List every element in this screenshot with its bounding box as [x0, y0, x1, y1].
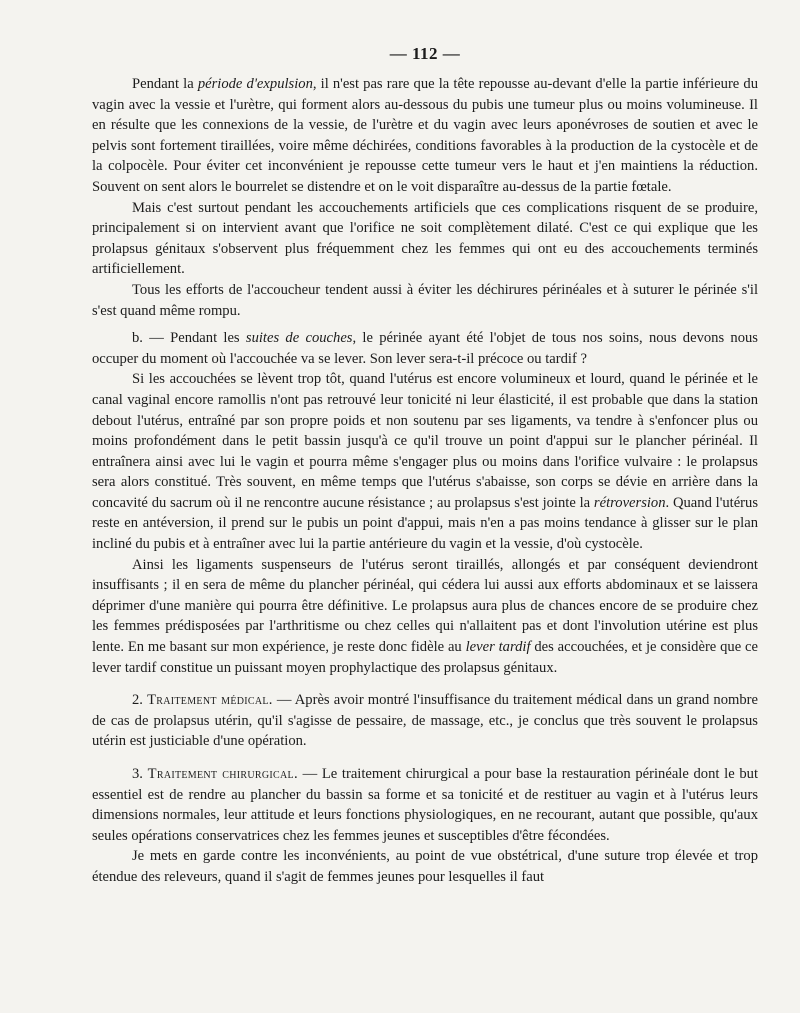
section-number: 2. — [132, 692, 148, 709]
text-run: Si les accouchées se lèvent trop tôt, quand l'utérus est encore volumineux et lourd, quand le périnée et le canal vaginal encore ramollis n'ont pas retrouvé leur tonicité ni leur élasticité, il est probable que dans la station debout l'utérus, entraîné par son propre poids et non soutenu par ses ligaments, va tendre à s'enfoncer plus ou moins profondément dans le petit bassin jusqu'à ce qu'il trouve un point d'appui sur le plancher périnéal. Il entraînera ainsi avec lui le vagin et pourra même s'engager plus ou moins dans l'orifice vulvaire : le prolapsus sera alors constitué. Très souvent, en même temps que l'utérus s'abaisse, son corps se dévie en arrière dans la concavité du sacrum où il ne rencontre aucune résistance ; au prolapsus s'est jointe la — [92, 371, 758, 511]
section-heading: Traitement chirurgical. — [147, 766, 298, 782]
paragraph-suture-warning: Je mets en garde contre les inconvénients, au point de vue obstétrical, d'une suture trop élevée et trop étendue des releveurs, quand il s'agit de femmes jeunes pour lesquelles il faut — [92, 848, 758, 885]
text-run: Ainsi les ligaments suspenseurs de l'utérus seront tiraillés, allongés et par conséquent deviendront insuffisants ; il en sera de même du plancher périnéal, qui cédera lui aussi aux efforts abdominaux et se laissera déprimer d'une manière qui pourra être définitive. Le prolapsus aura plus de chances encore de se produire chez les femmes prédisposées par l'arthritisme ou chez celles qui n'allaitent pas et dont l'involution utérine est plus lente. En me basant sur mon expérience, je reste donc fidèle au — [92, 556, 758, 656]
page-number: — 112 — — [389, 44, 461, 63]
italic-term: lever tardif — [465, 639, 531, 656]
text-run: , le périnée ayant été l'objet de tous nos soins, nous devons nous occuper du moment où l'accouchée va se lever. Son lever sera-t-il précoce ou tardif ? — [92, 330, 758, 367]
text-run: b. — Pendant les — [132, 330, 246, 347]
italic-term: suites de couches — [245, 330, 353, 347]
section-number: 3. — [132, 766, 148, 782]
text-run: des accouchées, et je considère que ce lever tardif constitue un puissant moyen prophylactique des prolapsus génitaux. — [92, 639, 758, 676]
section-heading: Traitement médical. — [147, 692, 273, 709]
paragraph-ligaments — [92, 555, 758, 679]
paragraph-expulsion — [92, 74, 758, 198]
paragraph-artificial-deliveries: Mais c'est surtout pendant les accouchements artificiels que ces complications risquent de se produire, principalement si on intervient avant que l'orifice ne soit complètement dilaté. C'est ce qui explique que les prolapsus génitaux s'observent plus fréquemment chez les femmes qui ont eu des accouchements terminés artificiellement. — [92, 199, 758, 278]
text-run: — Après avoir montré l'insuffisance du traitement médical dans un grand nombre de cas de prolapsus utérin, qu'il s'agisse de pessaire, de massage, etc., je conclus que très souvent le prolapsus utérin est justiciable d'une opération. — [92, 692, 759, 750]
text-run: , il n'est pas rare que la tête repousse au-devant d'elle la partie inférieure du vagin avec la vessie et l'urètre, qui forment alors au-dessous du pubis une tumeur plus ou moins volumineuse. Il en résulte que les connexions de la vessie, de l'urètre et du vagin avec leurs aponévroses de soutien et avec le pelvis sont fortement tiraillées, voire même déchirées, conditions favorables à la production de la cystocèle et de la colpocèle. Pour éviter cet inconvénient je repousse cette tumeur vers le haut et j'en maintiens la réduction. Souvent on sent alors le bourrelet se distendre et on le voit disparaître au-dessus de la partie fœtale. — [92, 76, 758, 195]
paragraph-early-rising — [92, 369, 758, 554]
italic-term: rétroversion — [593, 494, 666, 511]
paragraph-suites-de-couches — [92, 328, 758, 369]
paragraph-surgical-treatment — [92, 764, 758, 846]
paragraph-medical-treatment — [92, 690, 758, 752]
text-run: Pendant la — [132, 76, 198, 92]
text-run: . Quand l'utérus reste en antéversion, il prend sur le pubis un point d'appui, mais n'en a pas moins tendance à glisser sur le plan incliné du pubis et à entraîner avec lui la partie antérieure du vagin et la vessie, d'où cystocèle. — [92, 494, 759, 553]
italic-term: période d'expulsion — [197, 76, 313, 92]
paragraph-perineal-tears: Tous les efforts de l'accoucheur tendent aussi à éviter les déchirures périnéales et à suturer le périnée s'il s'est quand même rompu. — [92, 281, 758, 319]
text-run: — Le traitement chirurgical a pour base la restauration périnéale dont le but essentiel est de rendre au plancher du bassin sa forme et sa tonicité et de restituer au vagin et à l'utérus leurs dimensions normales, leur attitude et leurs fonctions physiologiques, en ne recourant, autant que possible, qu'aux seules opérations conservatrices chez les femmes jeunes et susceptibles d'être fécondées. — [92, 766, 759, 844]
